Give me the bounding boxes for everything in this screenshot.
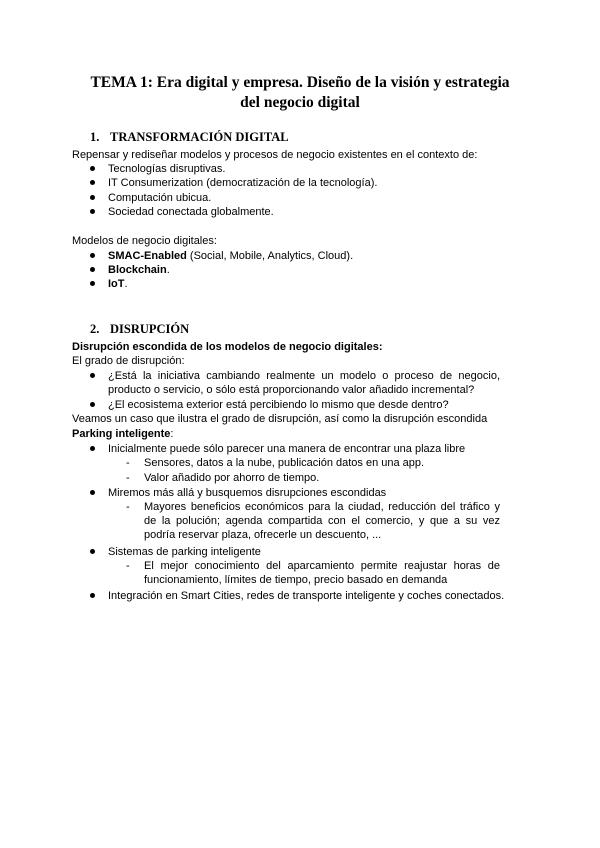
sub-list-item-text: Valor añadido por ahorro de tiempo.: [144, 472, 320, 484]
parking-label: Parking inteligente: [72, 428, 171, 440]
grade-label: El grado de disrupción:: [72, 355, 185, 367]
list-item-text: Tecnologías disruptivas.: [108, 163, 226, 175]
dash-icon: -: [126, 457, 130, 469]
section-2-number: 2.: [90, 322, 100, 336]
section-2-subheading: Disrupción escondida de los modelos de negocio digitales:: [72, 341, 383, 353]
bullet-icon: [90, 267, 95, 272]
list-item-text: ¿Está la iniciativa cambiando realmente un modelo o proceso de negocio, producto o servicio, o sólo está proporcionando valor añadido incremental?: [108, 370, 500, 396]
model-detail: .: [124, 278, 128, 290]
models-label: Modelos de negocio digitales:: [72, 235, 217, 247]
dash-icon: -: [126, 501, 130, 513]
bullet-icon: [90, 166, 95, 171]
section-1-heading: [90, 130, 289, 145]
bullet-icon: [90, 373, 95, 378]
sub-list-item-text: El mejor conocimiento del aparcamiento permite reajustar horas de funcionamiento, límites de tiempo, precio basado en demanda: [144, 560, 500, 586]
bullet-icon: [90, 446, 95, 451]
model-name: SMAC-Enabled: [108, 250, 187, 262]
bullet-icon: [90, 593, 95, 598]
list-item-text: Inicialmente puede sólo parecer una manera de encontrar una plaza libre: [108, 443, 466, 455]
list-item-text: Miremos más allá y busquemos disrupciones escondidas: [108, 487, 387, 499]
section-2-heading: [90, 322, 189, 337]
sub-list-item-text: Sensores, datos a la nube, publicación datos en una app.: [144, 457, 425, 469]
bullet-icon: [90, 253, 95, 258]
list-item-text: [108, 263, 170, 277]
list-item-text: [108, 249, 353, 263]
list-item-text: Computación ubicua.: [108, 192, 212, 204]
bullet-icon: [90, 490, 95, 495]
section-2-title: DISRUPCIÓN: [110, 322, 190, 336]
list-item-text: Sistemas de parking inteligente: [108, 546, 261, 558]
bullet-icon: [90, 180, 95, 185]
bullet-icon: [90, 195, 95, 200]
dash-icon: -: [126, 472, 130, 484]
parking-heading: [72, 427, 173, 441]
model-name: Blockchain: [108, 264, 167, 276]
list-item-text: Integración en Smart Cities, redes de transporte inteligente y coches conectados.: [108, 590, 505, 602]
sub-list-item-text: Mayores beneficios económicos para la ciudad, reducción del tráfico y de la polución; agenda compartida con el comercio, y que a su vez podría reservar plaza, ofrecerle un descuento, ...: [144, 501, 500, 541]
section-1-number: 1.: [90, 130, 100, 144]
bullet-icon: [90, 281, 95, 286]
list-item-text: ¿El ecosistema exterior está percibiendo lo mismo que desde dentro?: [108, 399, 449, 411]
list-item-text: IT Consumerization (democratización de la tecnología).: [108, 177, 378, 189]
model-detail: (Social, Mobile, Analytics, Cloud).: [186, 250, 354, 262]
bullet-icon: [90, 209, 95, 214]
model-detail: .: [166, 264, 170, 276]
section-1-intro: Repensar y rediseñar modelos y procesos de negocio existentes en el contexto de:: [72, 149, 478, 161]
case-text: Veamos un caso que ilustra el grado de disrupción, así como la disrupción escondida: [72, 413, 488, 425]
model-name: IoT: [108, 278, 125, 290]
dash-icon: -: [126, 560, 130, 572]
section-1-title: TRANSFORMACIÓN DIGITAL: [110, 130, 289, 144]
list-item-text: Sociedad conectada globalmente.: [108, 206, 274, 218]
document-title: TEMA 1: Era digital y empresa. Diseño de la visión y estrategia del negocio digital: [90, 74, 510, 111]
bullet-icon: [90, 549, 95, 554]
list-item-text: [108, 277, 128, 291]
bullet-icon: [90, 402, 95, 407]
parking-colon: :: [170, 428, 174, 440]
